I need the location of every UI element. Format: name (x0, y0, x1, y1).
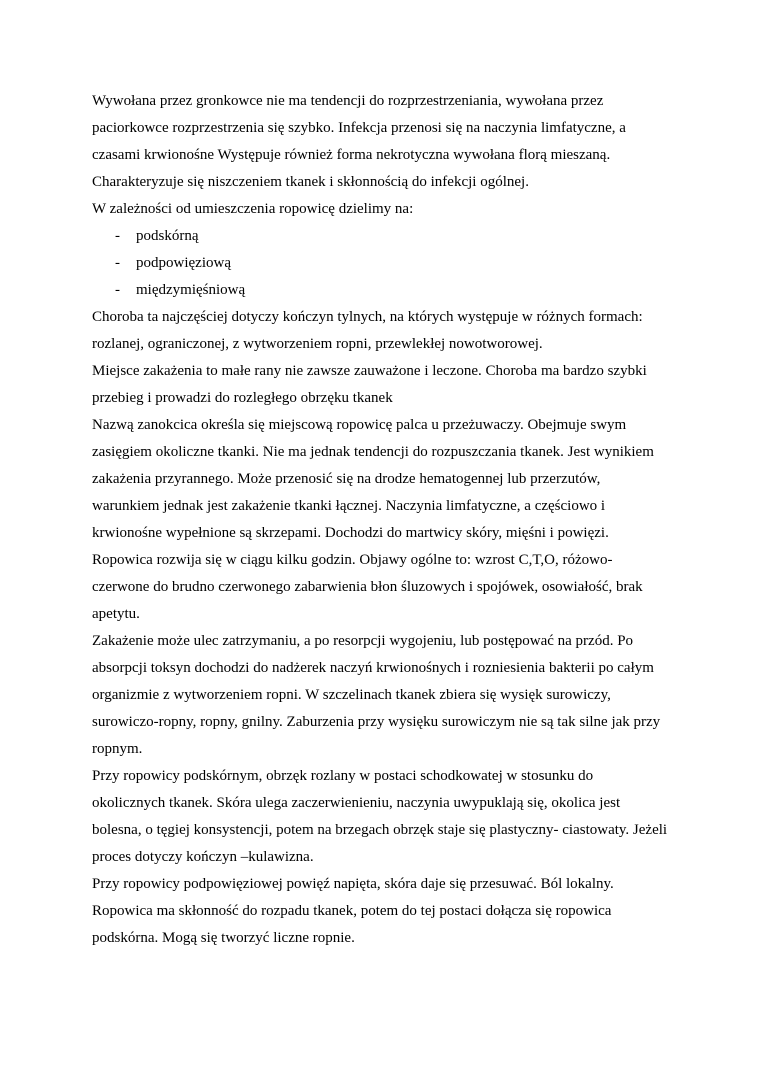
paragraph: Zakażenie może ulec zatrzymaniu, a po resorpcji wygojeniu, lub postępować na przód. Po absorpcji toksyn dochodzi do nadżerek naczyń krwionośnych i rozniesienia bakterii po całym organizmie z wytworzeniem ropni. W szczelinach tkanek zbiera się wysięk surowiczy, surowiczo-ropny, ropny, gnilny. Zaburzenia przy wysięku surowiczym nie są tak silne jak przy ropnym. (92, 633, 661, 757)
list-item-text: podskórną (136, 228, 199, 244)
document-content (92, 88, 668, 952)
list-marker: - (115, 255, 120, 271)
paragraph: Przy ropowicy podpowięziowej powięź napięta, skóra daje się przesuwać. Ból lokalny. Ropowica ma skłonność do rozpadu tkanek, potem do tej postaci dołącza się ropowica podskórna. Mogą się tworzyć liczne ropnie. (92, 876, 614, 946)
paragraph: Miejsce zakażenia to małe rany nie zawsze zauważone i leczone. Choroba ma bardzo szybki przebieg i prowadzi do rozległego obrzęku tkanek (92, 363, 647, 406)
list-marker: - (115, 282, 120, 298)
paragraph: Ropowica rozwija się w ciągu kilku godzin. Objawy ogólne to: wzrost C,T,O, różowo-czerwone do brudno czerwonego zabarwienia błon śluzowych i spojówek, osowiałość, brak apetytu. (92, 552, 643, 622)
list-item (92, 223, 668, 250)
list-item-text: międzymięśniową (136, 282, 246, 298)
list-item-text: podpowięziową (136, 255, 231, 271)
paragraph: Wywołana przez gronkowce nie ma tendencji do rozprzestrzeniania, wywołana przez paciorkowce rozprzestrzenia się szybko. Infekcja przenosi się na naczynia limfatyczne, a czasami krwionośne Występuje również forma nekrotyczna wywołana florą mieszaną. Charakteryzuje się niszczeniem tkanek i skłonnością do infekcji ogólnej. (92, 93, 626, 190)
list-item (92, 277, 668, 304)
paragraph: Choroba ta najczęściej dotyczy kończyn tylnych, na których występuje w różnych formach: rozlanej, ograniczonej, z wytworzeniem ropni, przewlekłej nowotworowej. (92, 309, 643, 352)
list-marker: - (115, 228, 120, 244)
paragraph: W zależności od umieszczenia ropowicę dzielimy na: (92, 201, 414, 217)
list-item (92, 250, 668, 277)
paragraph: Przy ropowicy podskórnym, obrzęk rozlany w postaci schodkowatej w stosunku do okolicznych tkanek. Skóra ulega zaczerwienieniu, naczynia uwypuklają się, okolica jest bolesna, o tęgiej konsystencji, potem na brzegach obrzęk staje się plastyczny- ciastowaty. Jeżeli proces dotyczy kończyn –kulawizna. (92, 768, 668, 865)
paragraph: Nazwą zanokcica określa się miejscową ropowicę palca u przeżuwaczy. Obejmuje swym zasięgiem okoliczne tkanki. Nie ma jednak tendencji do rozpuszczania tkanek. Jest wynikiem zakażenia przyrannego. Może przenosić się na drodze hematogennej lub przerzutów, warunkiem jednak jest zakażenie tkanki łącznej. Naczynia limfatyczne, a częściowo i krwionośne wypełnione są skrzepami. Dochodzi do martwicy skóry, mięśni i powięzi. (92, 417, 654, 541)
